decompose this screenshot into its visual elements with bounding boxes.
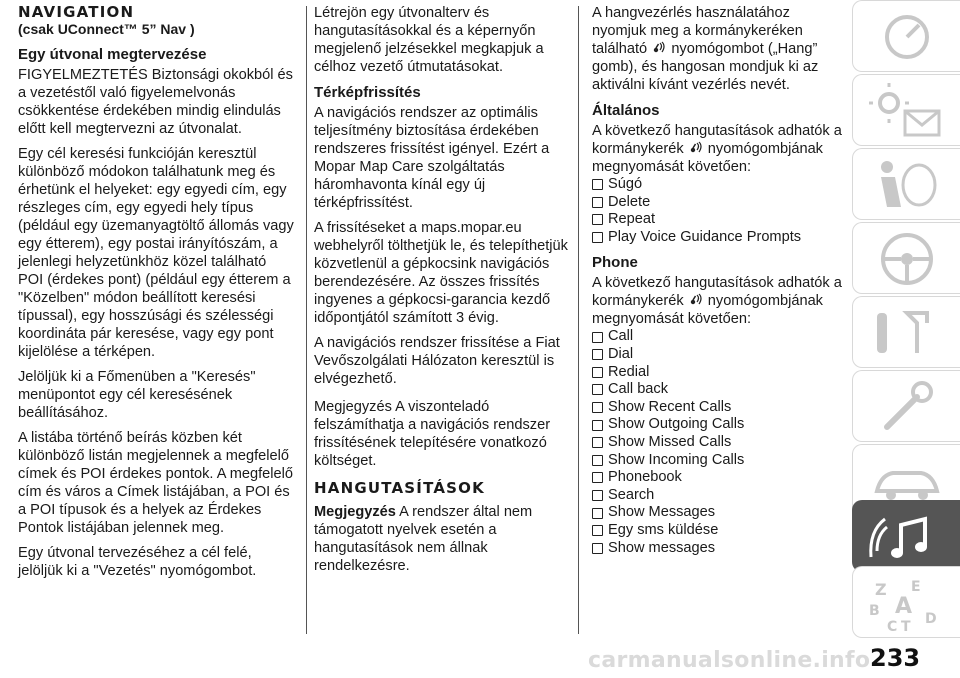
svg-text:B: B — [869, 603, 880, 619]
checkbox-icon — [592, 197, 603, 208]
svg-text:T: T — [901, 619, 911, 633]
paragraph: A navigációs rendszer az optimális teljesítmény biztosítása érdekében rendszeres frissítést igényel. Ezért a Mopar Map Care szolgáltatás háromhavonta kínál egy új térképfrissítést. — [314, 105, 550, 211]
note-label: Megjegyzés — [314, 504, 396, 520]
checkbox-icon — [592, 402, 603, 413]
warning-lights-icon — [867, 81, 947, 141]
checkbox-icon — [592, 420, 603, 431]
checkbox-icon — [592, 367, 603, 378]
column-divider — [306, 6, 307, 634]
list-item: Call back — [592, 381, 842, 399]
list-item: Play Voice Guidance Prompts — [592, 229, 842, 247]
list-item: Egy sms küldése — [592, 522, 842, 540]
tab-lights-warnings[interactable] — [852, 74, 960, 146]
checkbox-icon — [592, 455, 603, 466]
main-heading: NAVIGATION — [18, 3, 135, 21]
tab-dashboard[interactable] — [852, 0, 960, 72]
voice-command-icon — [689, 293, 703, 307]
checkbox-icon — [592, 179, 603, 190]
column-divider — [578, 6, 579, 634]
list-item: Repeat — [592, 211, 842, 229]
watermark: carmanualsonline.info — [588, 648, 871, 673]
text-segment: A hangvezérlés használatához nyomjuk meg a kormánykeréken található — [592, 5, 803, 57]
list-item: Show Recent Calls — [592, 399, 842, 417]
list-item: Phonebook — [592, 469, 842, 487]
section-title-route: Egy útvonal megtervezése — [18, 46, 207, 63]
page-number: 233 — [870, 644, 921, 672]
svg-text:Z: Z — [875, 580, 887, 599]
note: Megjegyzés A viszonteladó felszámíthatja a navigációs rendszer frissítésének telepítésére vonatkozó költséget. — [314, 399, 551, 469]
tab-multimedia[interactable] — [852, 500, 960, 572]
tab-safety[interactable] — [852, 148, 960, 220]
svg-text:A: A — [895, 594, 913, 619]
section-title-general: Általános — [592, 102, 660, 119]
text-segment: nyomógombjának megnyomását követően: — [592, 293, 823, 328]
list-item: Dial — [592, 346, 842, 364]
tab-index[interactable] — [852, 566, 960, 638]
list-item: Show Messages — [592, 504, 842, 522]
column-3 — [592, 4, 842, 557]
checkbox-icon — [592, 508, 603, 519]
list-item: Redial — [592, 364, 842, 382]
note-text: A rendszer által nem támogatott nyelvek esetén a hangutasítások nem állnak rendelkezésre. — [314, 504, 533, 574]
note-2 — [314, 503, 570, 575]
voice-commands-heading: HANGUTASÍTÁSOK — [314, 479, 485, 497]
section-title-map-update: Térképfrissítés — [314, 84, 421, 101]
paragraph: Létrejön egy útvonalterv és hangutasításokkal és a képernyőn megjelenő jelzésekkel megkapjuk a célhoz vezető útmutatásokat. — [314, 5, 544, 75]
text-segment: A következő hangutasítások adhatók a kormánykerék — [592, 275, 842, 310]
tab-driving[interactable] — [852, 222, 960, 294]
list-item: Call — [592, 328, 842, 346]
list-item: Show Missed Calls — [592, 434, 842, 452]
checkbox-icon — [592, 525, 603, 536]
list-item: Search — [592, 487, 842, 505]
steering-wheel-icon — [867, 229, 947, 289]
alphabet-index-icon — [867, 573, 947, 633]
text-segment: nyomógombot („Hang” gomb), és hangosan mondjuk ki az aktiválni kívánt vezérlés nevét. — [592, 41, 819, 93]
checkbox-icon — [592, 543, 603, 554]
general-intro — [592, 122, 842, 176]
sub-heading: (csak UConnect™ 5” Nav ) — [18, 21, 195, 37]
checkbox-icon — [592, 214, 603, 225]
text-segment: nyomógombjának megnyomását követően: — [592, 141, 823, 175]
tab-emergency[interactable] — [852, 296, 960, 368]
list-item: Delete — [592, 194, 842, 212]
svg-text:E: E — [911, 579, 921, 595]
column-2 — [314, 4, 570, 582]
phone-intro — [592, 274, 842, 328]
airbag-icon — [867, 155, 947, 215]
emergency-tools-icon — [867, 303, 947, 363]
tab-maintenance[interactable] — [852, 370, 960, 442]
wrench-icon — [867, 377, 947, 437]
list-item: Show Outgoing Calls — [592, 416, 842, 434]
dashboard-icon — [867, 7, 947, 67]
paragraph: A listába történő beírás közben két különböző listán megjelennek a megfelelő címek és POI érdekes pontok. A megfelelő cím és város a Címek listájában, a POI és a POI típusok és a helyek az Érdekes Pontok listájában jelennek meg. — [18, 430, 293, 536]
text-segment: A következő hangutasítások adhatók a kormánykerék — [592, 123, 842, 157]
paragraph: A navigációs rendszer frissítése a Fiat Vevőszolgálati Hálózaton keresztül is elvégezhető. — [314, 335, 560, 387]
svg-text:D: D — [925, 611, 937, 627]
voice-command-icon — [652, 41, 666, 55]
voice-command-icon — [689, 141, 703, 155]
list-item: Súgó — [592, 176, 842, 194]
checkbox-icon — [592, 232, 603, 243]
paragraph: Egy útvonal tervezéséhez a cél felé, jelöljük ki a "Vezetés" nyomógombot. — [18, 545, 257, 579]
general-command-list — [592, 176, 842, 246]
checkbox-icon — [592, 490, 603, 501]
list-item: Show messages — [592, 540, 842, 558]
chapter-tabs — [852, 0, 960, 640]
list-item: Show Incoming Calls — [592, 452, 842, 470]
checkbox-icon — [592, 384, 603, 395]
paragraph: A frissítéseket a maps.mopar.eu webhelyről tölthetjük le, és telepíthetjük közvetlenül a gépkocsink navigációs berendezésére. Az összes frissítés ingyenes a gépkocsi-garancia kezdő időpontjától számított 3 évig. — [314, 220, 568, 326]
multimedia-icon — [867, 507, 947, 567]
phone-command-list — [592, 328, 842, 557]
paragraph: Jelöljük ki a Főmenüben a "Keresés" menüpontot egy cél keresésének beállításához. — [18, 369, 256, 421]
checkbox-icon — [592, 349, 603, 360]
column-1 — [18, 4, 294, 587]
section-title-phone: Phone — [592, 254, 638, 272]
paragraph: Egy cél keresési funkcióján keresztül különböző módokon találhatunk meg és érhetünk el helyeket: egy egyedi cím, egy részleges cím, egy egyedi hely típus (például egy üzemanyagtöltő állomás vagy egy étterem), egy postai irányítószám, a jelenlegi helyzetünkhöz közel található POI (érdekes pont) (például egy étterem a "Közelben" módon beállított keresési típussal), egy hosszúsági és szélességi koordináta pár keresése, vagy egy pont kijelölése a térképen. — [18, 146, 294, 360]
checkbox-icon — [592, 472, 603, 483]
checkbox-icon — [592, 332, 603, 343]
svg-text:C: C — [887, 619, 898, 633]
checkbox-icon — [592, 437, 603, 448]
voice-intro — [592, 4, 842, 94]
paragraph: FIGYELMEZTETÉS Biztonsági okokból és a vezetéstől való figyelemelvonás csökkentése érdekében mindig elindulás előtt kell megtervezni az útvonalat. — [18, 67, 293, 137]
